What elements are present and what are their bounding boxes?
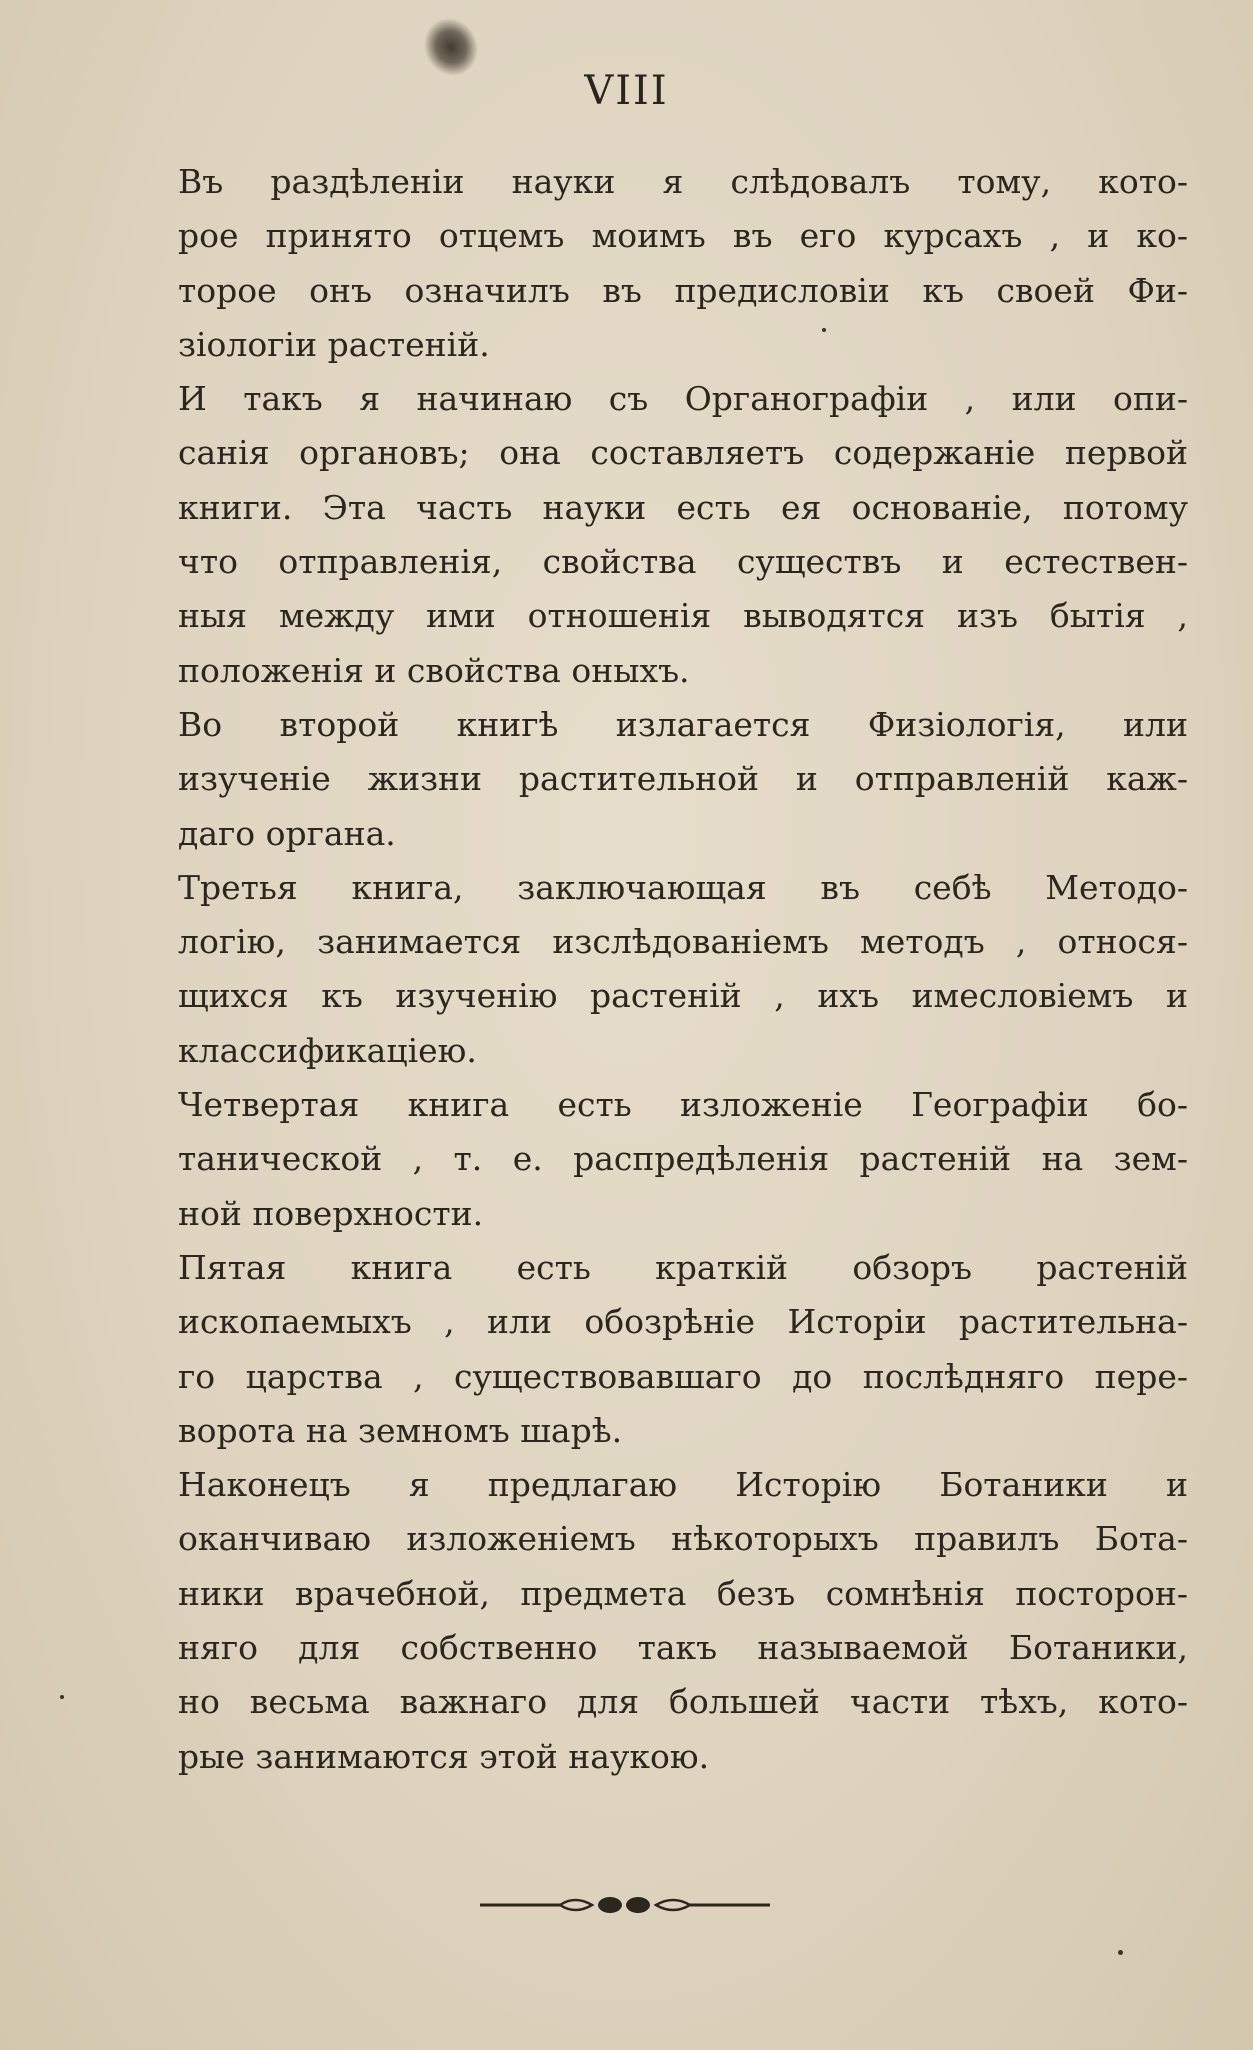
text-line: го царства , существовавшаго до послѣдняго пере- xyxy=(178,1356,1188,1396)
text-line: зіологіи растеній. xyxy=(178,324,490,364)
text-line: рые занимаются этой наукою. xyxy=(178,1736,710,1776)
text-line: ныя между ими отношенія выводятся изъ бытія , xyxy=(178,596,1188,636)
body-text xyxy=(178,155,1188,1784)
text-line: няго для собственно такъ называемой Ботаники, xyxy=(178,1628,1188,1668)
text-line: Въ раздѣленіи науки я слѣдовалъ тому, кото- xyxy=(178,162,1188,201)
text-line: изученіе жизни растительной и отправленій каж- xyxy=(178,759,1188,799)
page-number: VIII xyxy=(584,68,669,114)
text-line: ной поверхности. xyxy=(178,1193,484,1233)
paper-speck xyxy=(1118,1950,1123,1955)
text-line: классификаціею. xyxy=(178,1030,477,1070)
text-line: Во второй книгѣ излагается Физіологія, или xyxy=(178,704,1188,744)
text-line: положенія и свойства оныхъ. xyxy=(178,650,690,690)
text-line: И такъ я начинаю съ Органографіи , или опи- xyxy=(178,379,1188,419)
text-line: книги. Эта часть науки есть ея основаніе, потому xyxy=(178,487,1188,527)
text-line: но весьма важнаго для большей части тѣхъ, кото- xyxy=(178,1682,1188,1722)
text-line: торое онъ означилъ въ предисловіи къ своей Фи- xyxy=(178,270,1188,310)
text-line: Четвертая книга есть изложеніе Географіи бо- xyxy=(178,1085,1188,1125)
text-line: Наконецъ я предлагаю Исторію Ботаники и xyxy=(178,1465,1188,1505)
text-line: танической , т. е. распредѣленія растеній на зем- xyxy=(178,1139,1188,1179)
paper-speck xyxy=(60,1695,64,1699)
text-line: рое принято отцемъ моимъ въ его курсахъ , и ко- xyxy=(178,216,1188,256)
text-line: щихся къ изученію растеній , ихъ имесловіемъ и xyxy=(178,976,1188,1016)
text-line: даго органа. xyxy=(178,813,396,853)
paper-speck xyxy=(822,328,826,332)
text-line: ворота на земномъ шарѣ. xyxy=(178,1410,623,1450)
text-line: Третья книга, заключающая въ себѣ Методо- xyxy=(178,867,1188,907)
text-line: ники врачебной, предмета безъ сомнѣнія посторон- xyxy=(178,1573,1188,1613)
text-line: оканчиваю изложеніемъ нѣкоторыхъ правилъ Бота- xyxy=(178,1519,1188,1559)
text-line: Пятая книга есть краткій обзоръ растеній xyxy=(178,1247,1188,1287)
text-line: логію, занимается изслѣдованіемъ методъ , относя- xyxy=(178,922,1188,962)
text-line: санія органовъ; она составляетъ содержаніе первой xyxy=(178,433,1188,473)
text-line: ископаемыхъ , или обозрѣніе Исторіи растительна- xyxy=(178,1302,1188,1342)
end-ornament xyxy=(480,1890,770,1920)
text-line: что отправленія, свойства существъ и естествен- xyxy=(178,542,1188,582)
